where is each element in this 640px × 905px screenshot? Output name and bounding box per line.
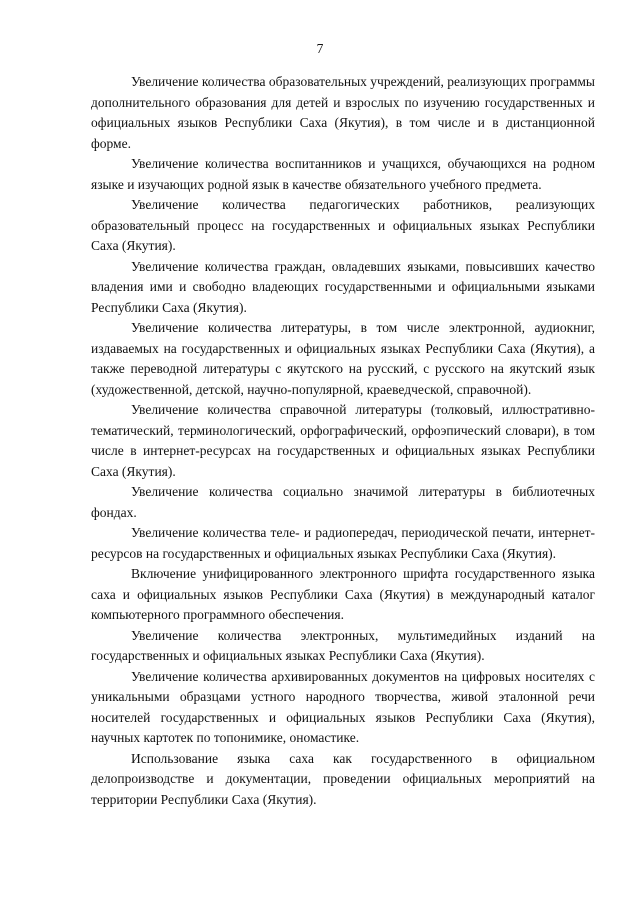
- paragraph-12: Использование языка саха как государственного в официальном делопроизводстве и документации, проведении официальных мероприятий на территории Республики Саха (Якутия).: [91, 750, 595, 807]
- paragraph-3: Увеличение количества педагогических работников, реализующих образовательный процесс на государственных и официальных языках Республики Саха (Якутия).: [91, 197, 595, 253]
- paragraph-4: Увеличение количества граждан, овладевших языками, повысивших качество владения ими и свободно владеющих государственными и официальными языками Республики Саха (Якутия).: [91, 258, 595, 315]
- page-number: 7: [316, 41, 324, 56]
- paragraph-10: Увеличение количества электронных, мультимедийных изданий на государственных и официальных языках Республики Саха (Якутия).: [91, 627, 595, 663]
- paragraph-7: Увеличение количества социально значимой литературы в библиотечных фондах.: [91, 484, 595, 520]
- paragraph-6: Увеличение количества справочной литературы (толковый, иллюстративно-тематический, терминологический, орфографический, орфоэпический словари), в том числе в интернет-ресурсах на государственных и официальных языках Республики Саха (Якутия).: [91, 402, 595, 479]
- paragraph-9: Включение унифицированного электронного шрифта государственного языка саха и официальных языков Республики Саха (Якутия) в международный каталог компьютерного программного обеспечения.: [91, 566, 595, 622]
- paragraph-2: Увеличение количества воспитанников и учащихся, обучающихся на родном языке и изучающих родной язык в качестве обязательного учебного предмета.: [91, 156, 595, 192]
- paragraph-1: Увеличение количества образовательных учреждений, реализующих программы дополнительного образования для детей и взрослых по изучению государственных и официальных языков Республики Саха (Якутия), в том числе и в дистанционной форме.: [91, 74, 595, 151]
- document-body: [91, 72, 595, 810]
- paragraph-8: Увеличение количества теле- и радиопередач, периодической печати, интернет-ресурсов на государственных и официальных языках Республики Саха (Якутия).: [91, 525, 595, 561]
- paragraph-11: Увеличение количества архивированных документов на цифровых носителях с уникальными образцами устного народного творчества, живой эталонной речи носителей государственных и официальных языков Республики Саха (Якутия), научных картотек по топонимике, ономастике.: [91, 668, 595, 745]
- paragraph-5: Увеличение количества литературы, в том числе электронной, аудиокниг, издаваемых на государственных и официальных языках Республики Саха (Якутия), а также переводной литературы с якутского на русский, с русского на якутский язык (художественной, детской, научно-популярной, краеведческой, справочной).: [91, 320, 595, 397]
